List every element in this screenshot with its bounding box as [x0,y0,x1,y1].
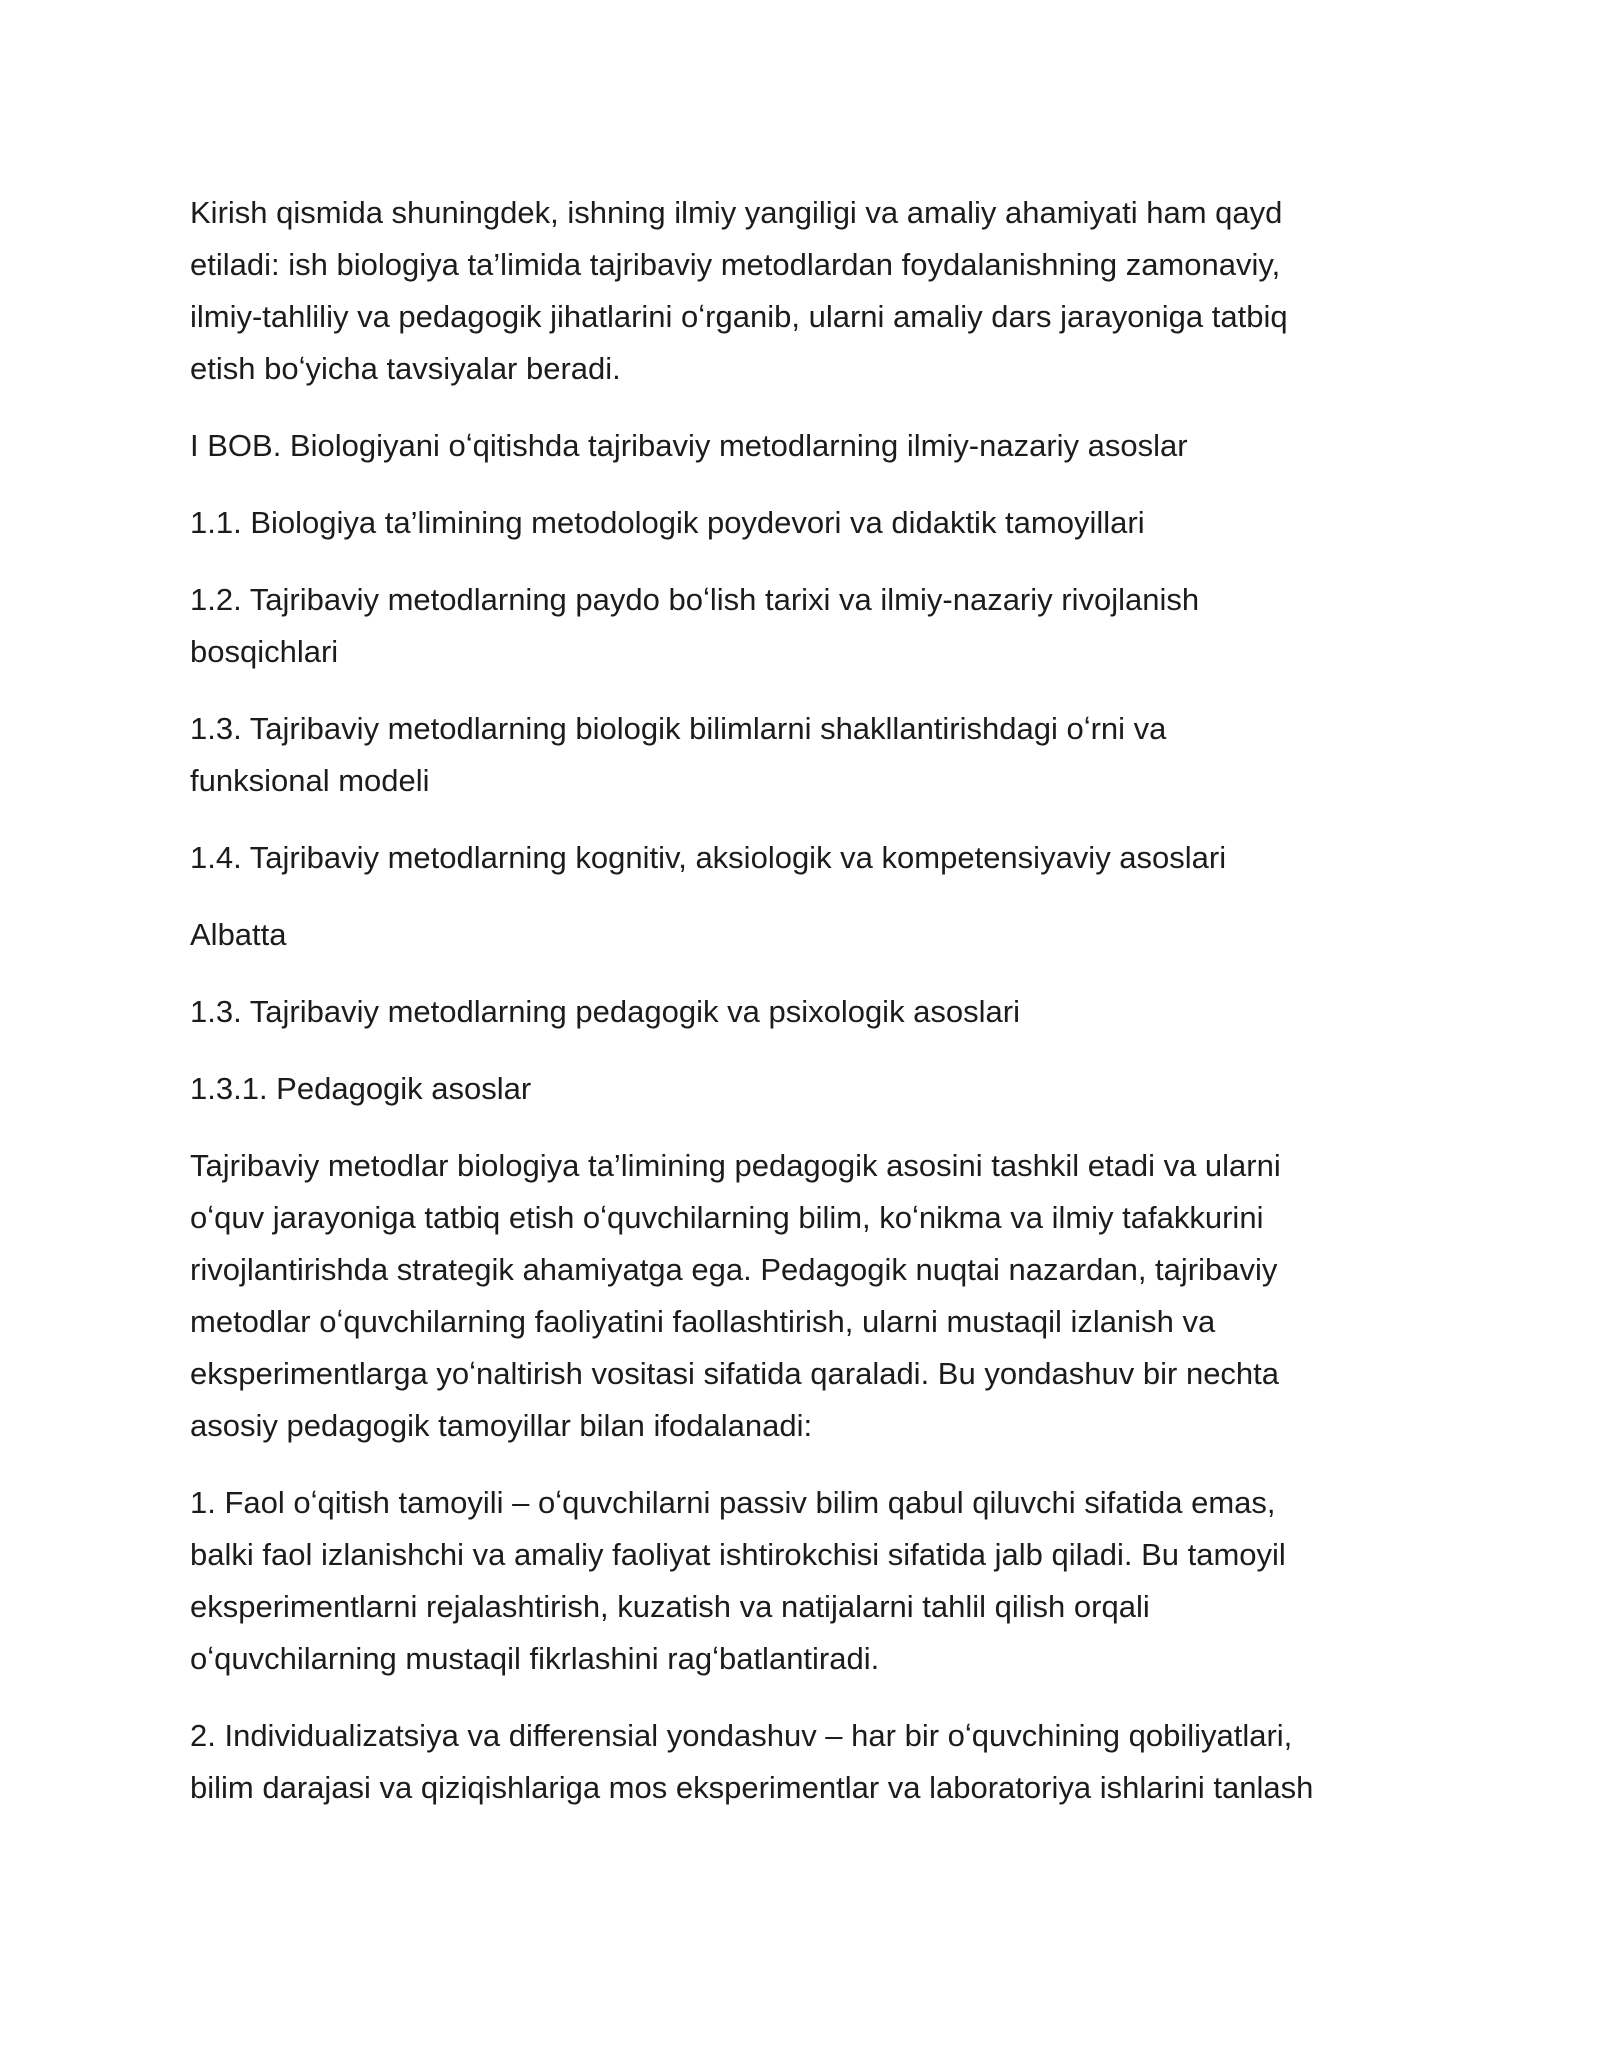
text-line: bilim darajasi va qiziqishlariga mos eksperimentlar va laboratoriya ishlarini tanlash [190,1770,1314,1805]
text-line: 1.3.1. Pedagogik asoslar [190,1071,532,1106]
section-heading-1-3-alt [190,986,1430,1038]
section-heading-1-1 [190,497,1430,549]
body-paragraph [190,1140,1430,1452]
text-line: I BOB. Biologiyani oʻqitishda tajribaviy metodlarning ilmiy-nazariy asoslar [190,428,1188,463]
section-heading-1-3 [190,703,1430,807]
list-item-1 [190,1477,1430,1685]
section-heading-1-4 [190,832,1430,884]
text-line: Tajribaviy metodlar biologiya ta’limining pedagogik asosini tashkil etadi va ularni [190,1148,1281,1183]
text-line: funksional modeli [190,763,430,798]
text-line: 1.1. Biologiya ta’limining metodologik poydevori va didaktik tamoyillari [190,505,1145,540]
text-line: Kirish qismida shuningdek, ishning ilmiy yangiligi va amaliy ahamiyati ham qayd [190,195,1283,230]
subsection-heading-1-3-1 [190,1063,1430,1115]
text-line: eksperimentlarga yoʻnaltirish vositasi sifatida qaraladi. Bu yondashuv bir nechta [190,1356,1280,1391]
document-body [190,187,1430,1839]
list-item-2 [190,1710,1430,1814]
text-line: etiladi: ish biologiya ta’limida tajribaviy metodlardan foydalanishning zamonaviy, [190,247,1281,282]
text-line: 1.3. Tajribaviy metodlarning pedagogik va psixologik asoslari [190,994,1021,1029]
text-line: oʻquvchilarning mustaqil fikrlashini ragʻbatlantiradi. [190,1641,880,1676]
text-line: Albatta [190,917,287,952]
text-line: bosqichlari [190,634,339,669]
text-line: rivojlantirishda strategik ahamiyatga ega. Pedagogik nuqtai nazardan, tajribaviy [190,1252,1278,1287]
text-line: etish boʻyicha tavsiyalar beradi. [190,351,621,386]
text-line: oʻquv jarayoniga tatbiq etish oʻquvchilarning bilim, koʻnikma va ilmiy tafakkurini [190,1200,1264,1235]
chapter-heading [190,420,1430,472]
text-line: asosiy pedagogik tamoyillar bilan ifodalanadi: [190,1408,813,1443]
text-line: 1. Faol oʻqitish tamoyili – oʻquvchilarni passiv bilim qabul qiluvchi sifatida emas, [190,1485,1276,1520]
intro-paragraph [190,187,1430,395]
text-line: ilmiy-tahliliy va pedagogik jihatlarini oʻrganib, ularni amaliy dars jarayoniga tatbiq [190,299,1288,334]
note-paragraph [190,909,1430,961]
section-heading-1-2 [190,574,1430,678]
text-line: 1.4. Tajribaviy metodlarning kognitiv, aksiologik va kompetensiyaviy asoslari [190,840,1227,875]
text-line: balki faol izlanishchi va amaliy faoliyat ishtirokchisi sifatida jalb qiladi. Bu tamoyil [190,1537,1286,1572]
text-line: metodlar oʻquvchilarning faoliyatini faollashtirish, ularni mustaqil izlanish va [190,1304,1216,1339]
text-line: eksperimentlarni rejalashtirish, kuzatish va natijalarni tahlil qilish orqali [190,1589,1150,1624]
text-line: 1.3. Tajribaviy metodlarning biologik bilimlarni shakllantirishdagi oʻrni va [190,711,1167,746]
text-line: 1.2. Tajribaviy metodlarning paydo boʻlish tarixi va ilmiy-nazariy rivojlanish [190,582,1200,617]
text-line: 2. Individualizatsiya va differensial yondashuv – har bir oʻquvchining qobiliyatlari, [190,1718,1293,1753]
